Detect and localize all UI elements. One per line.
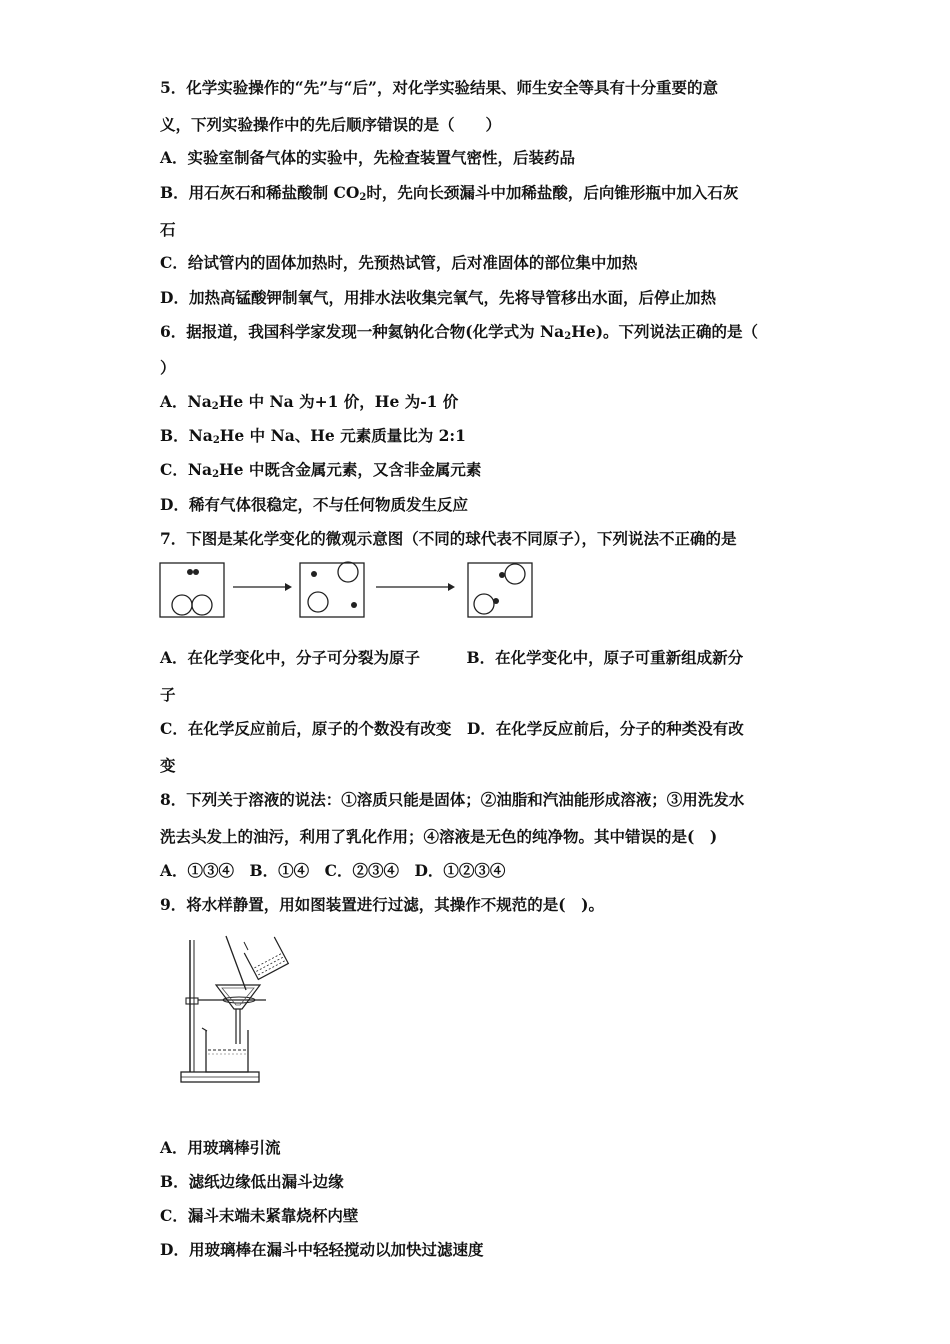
q7-options-ab: A．在化学变化中，分子可分裂为原子 B．在化学变化中，原子可重新组成新分 (160, 648, 744, 667)
atom-large (505, 564, 525, 584)
q8-options: A．①③④ B．①④ C．②③④ D．①②③④ (160, 861, 506, 880)
q5-option-b (160, 183, 738, 203)
q6-option-c (160, 460, 481, 480)
q7-options-cd-cont: 变 (160, 756, 176, 775)
q5-stem-line1: 5．化学实验操作的“先”与“后”，对化学实验结果、师生安全等具有十分重要的意 (160, 78, 718, 97)
reaction-micro-diagram (158, 560, 538, 620)
atom-large (172, 595, 192, 615)
q5-option-b-post: 时，先向长颈漏斗中加稀盐酸，后向锥形瓶中加入石灰 (366, 183, 739, 202)
q5-option-a: A．实验室制备气体的实验中，先检查装置气密性，后装药品 (160, 148, 576, 167)
atom-large (192, 595, 212, 615)
q6-stem-post: He)。下列说法正确的是（ (571, 322, 759, 341)
q6-stem (160, 322, 758, 342)
beaker (206, 1030, 248, 1072)
q6-option-b-post: He 中 Na、He 元素质量比为 2:1 (219, 426, 466, 445)
q5-option-b-sub: 2 (359, 192, 367, 203)
q6-option-b-sub: 2 (212, 435, 220, 446)
atom-large (338, 562, 358, 582)
q6-option-b-pre: B．Na (160, 426, 213, 445)
q9-option-a: A．用玻璃棒引流 (160, 1138, 281, 1157)
q6-stem-sub: 2 (564, 331, 572, 342)
q7-options-ab-cont: 子 (160, 685, 176, 704)
arrow-head (448, 583, 455, 591)
q8-stem-line2: 洗去头发上的油污，利用了乳化作用；④溶液是无色的纯净物。其中错误的是( ) (160, 827, 718, 846)
atom-small (311, 571, 317, 577)
q7-options-cd: C．在化学反应前后，原子的个数没有改变 D．在化学反应前后，分子的种类没有改 (160, 719, 744, 738)
q6-stem-pre: 6．据报道，我国科学家发现一种氦钠化合物(化学式为 Na (160, 322, 565, 341)
atom-small (493, 598, 499, 604)
atom-large (474, 594, 494, 614)
q9-option-c: C．漏斗末端未紧靠烧杯内壁 (160, 1206, 359, 1225)
clamp (186, 998, 198, 1004)
q6-option-d: D．稀有气体很稳定，不与任何物质发生反应 (160, 495, 468, 514)
q9-stem: 9．将水样静置，用如图装置进行过滤，其操作不规范的是( )。 (160, 895, 604, 914)
q9-option-b: B．滤纸边缘低出漏斗边缘 (160, 1172, 344, 1191)
q6-option-a-post: He 中 Na 为+1 价，He 为-1 价 (218, 392, 459, 411)
q5-option-b-cont: 石 (160, 220, 176, 239)
atom-small (193, 569, 199, 575)
atom-small (187, 569, 193, 575)
q6-stem-line2: ） (160, 358, 176, 377)
q6-option-a-pre: A．Na (160, 392, 212, 411)
q6-option-c-sub: 2 (212, 469, 220, 480)
q9-option-d: D．用玻璃棒在漏斗中轻轻搅动以加快过滤速度 (160, 1240, 484, 1259)
arrow-head (285, 583, 292, 591)
q7-stem: 7．下图是某化学变化的微观示意图（不同的球代表不同原子），下列说法不正确的是 (160, 529, 737, 548)
q6-option-c-post: He 中既含金属元素，又含非金属元素 (219, 460, 482, 479)
q6-option-c-pre: C．Na (160, 460, 213, 479)
q5-stem-line2: 义，下列实验操作中的先后顺序错误的是（ ） (160, 115, 502, 134)
atom-small (351, 602, 357, 608)
atom-small (499, 572, 505, 578)
pouring-beaker (244, 937, 288, 979)
q6-option-a (160, 392, 458, 412)
q5-option-c: C．给试管内的固体加热时，先预热试管，后对准固体的部位集中加热 (160, 253, 638, 272)
q6-option-b (160, 426, 466, 446)
product-box (468, 563, 532, 617)
filtration-apparatus-diagram (176, 932, 301, 1087)
q5-option-b-pre: B．用石灰石和稀盐酸制 CO (160, 183, 360, 202)
atom-large (308, 592, 328, 612)
q8-stem-line1: 8．下列关于溶液的说法：①溶质只能是固体；②油脂和汽油能形成溶液；③用洗发水 (160, 790, 745, 809)
intermediate-box (300, 563, 364, 617)
q5-option-d: D．加热高锰酸钾制氧气，用排水法收集完氧气，先将导管移出水面，后停止加热 (160, 288, 716, 307)
q6-option-a-sub: 2 (211, 401, 219, 412)
glass-rod (226, 936, 246, 990)
